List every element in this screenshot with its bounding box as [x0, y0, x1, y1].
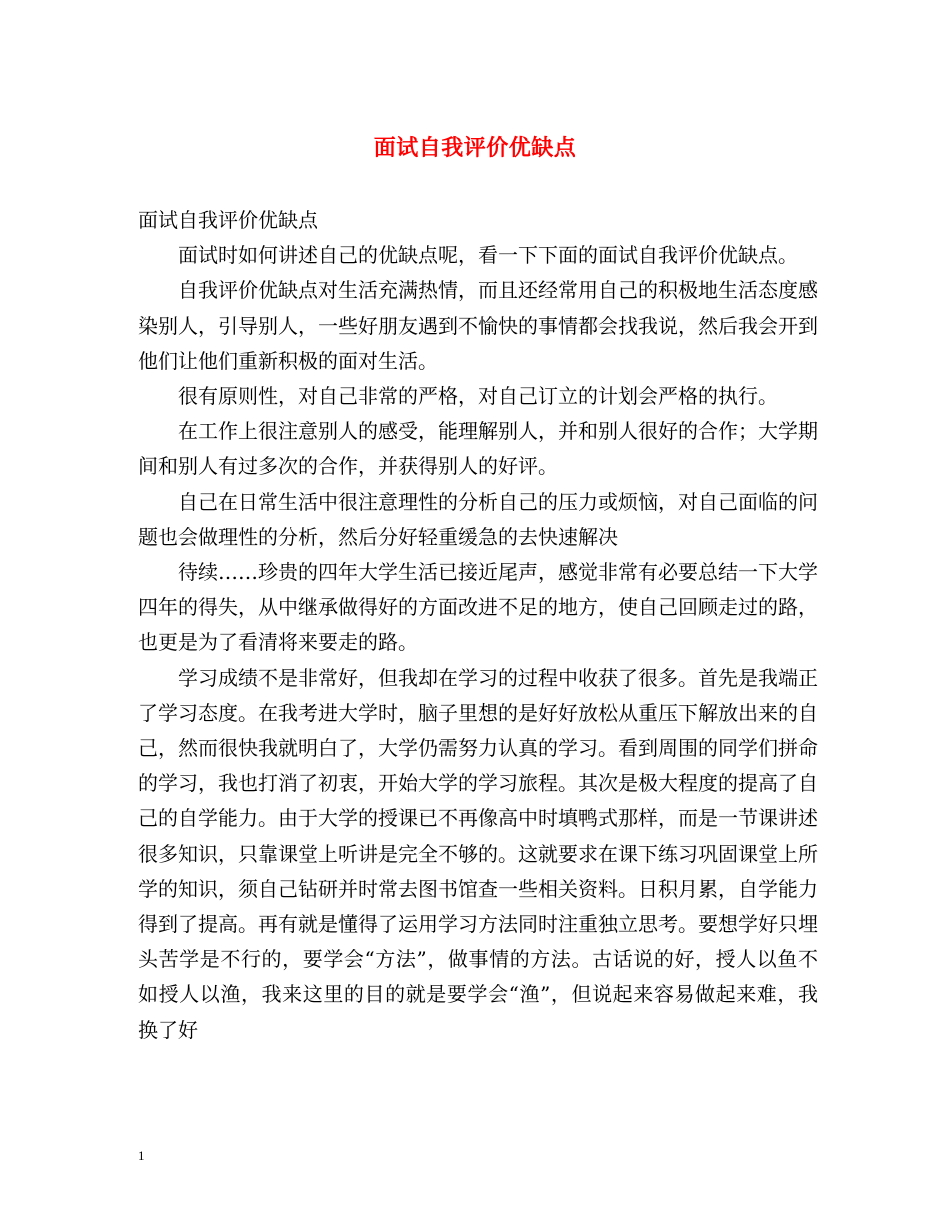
document-title: 面试自我评价优缺点	[373, 135, 577, 161]
body-heading: 面试自我评价优缺点	[138, 208, 318, 232]
paragraph-study: 学习成绩不是非常好，但我却在学习的过程中收获了很多。首先是我端正了学习态度。在我考进大学时，脑子里想的是好好放松从重压下解放出来的自己，然而很快我就明白了，大学仍需努力认真的学习。看到周围的同学们拼命的学习，我也打消了初衷，开始大学的学习旅程。其次是极大程度的提高了自己的自学能力。由于大学的授课已不再像高中时填鸭式那样，而是一节课讲述很多知识，只靠课堂上听讲是完全不够的。这就要求在课下练习巩固课堂上所学的知识，须自己钻研并时常去图书馆查一些相关资料。日积月累，自学能力得到了提高。再有就是懂得了运用学习方法同时注重独立思考。要想学好只埋头苦学是不行的，要学会“方法”，做事情的方法。古话说的好，授人以鱼不如授人以渔，我来这里的目的就是要学会“渔”，但说起来容易做起来难，我换了好	[138, 665, 818, 1042]
paragraph-summary: 待续……珍贵的四年大学生活已接近尾声，感觉非常有必要总结一下大学四年的得失，从中继承做得好的方面改进不足的地方，使自己回顾走过的路，也更是为了看清将来要走的路。	[138, 560, 818, 655]
paragraph-rational: 自己在日常生活中很注意理性的分析自己的压力或烦恼，对自己面临的问题也会做理性的分析，然后分好轻重缓急的去快速解决	[138, 489, 818, 549]
page-number: 1	[138, 1148, 145, 1163]
paragraph-principles: 很有原则性，对自己非常的严格，对自己订立的计划会严格的执行。	[178, 384, 778, 409]
paragraph-teamwork: 在工作上很注意别人的感受，能理解别人，并和别人很好的合作；大学期间和别人有过多次的合作，并获得别人的好评。	[138, 419, 818, 479]
paragraph-enthusiasm: 自我评价优缺点对生活充满热情，而且还经常用自己的积极地生活态度感染别人，引导别人，一些好朋友遇到不愉快的事情都会找我说，然后我会开到他们让他们重新积极的面对生活。	[138, 278, 818, 373]
document-body	[138, 203, 818, 1048]
paragraph-intro: 面试时如何讲述自己的优缺点呢，看一下下面的面试自我评价优缺点。	[178, 243, 798, 268]
